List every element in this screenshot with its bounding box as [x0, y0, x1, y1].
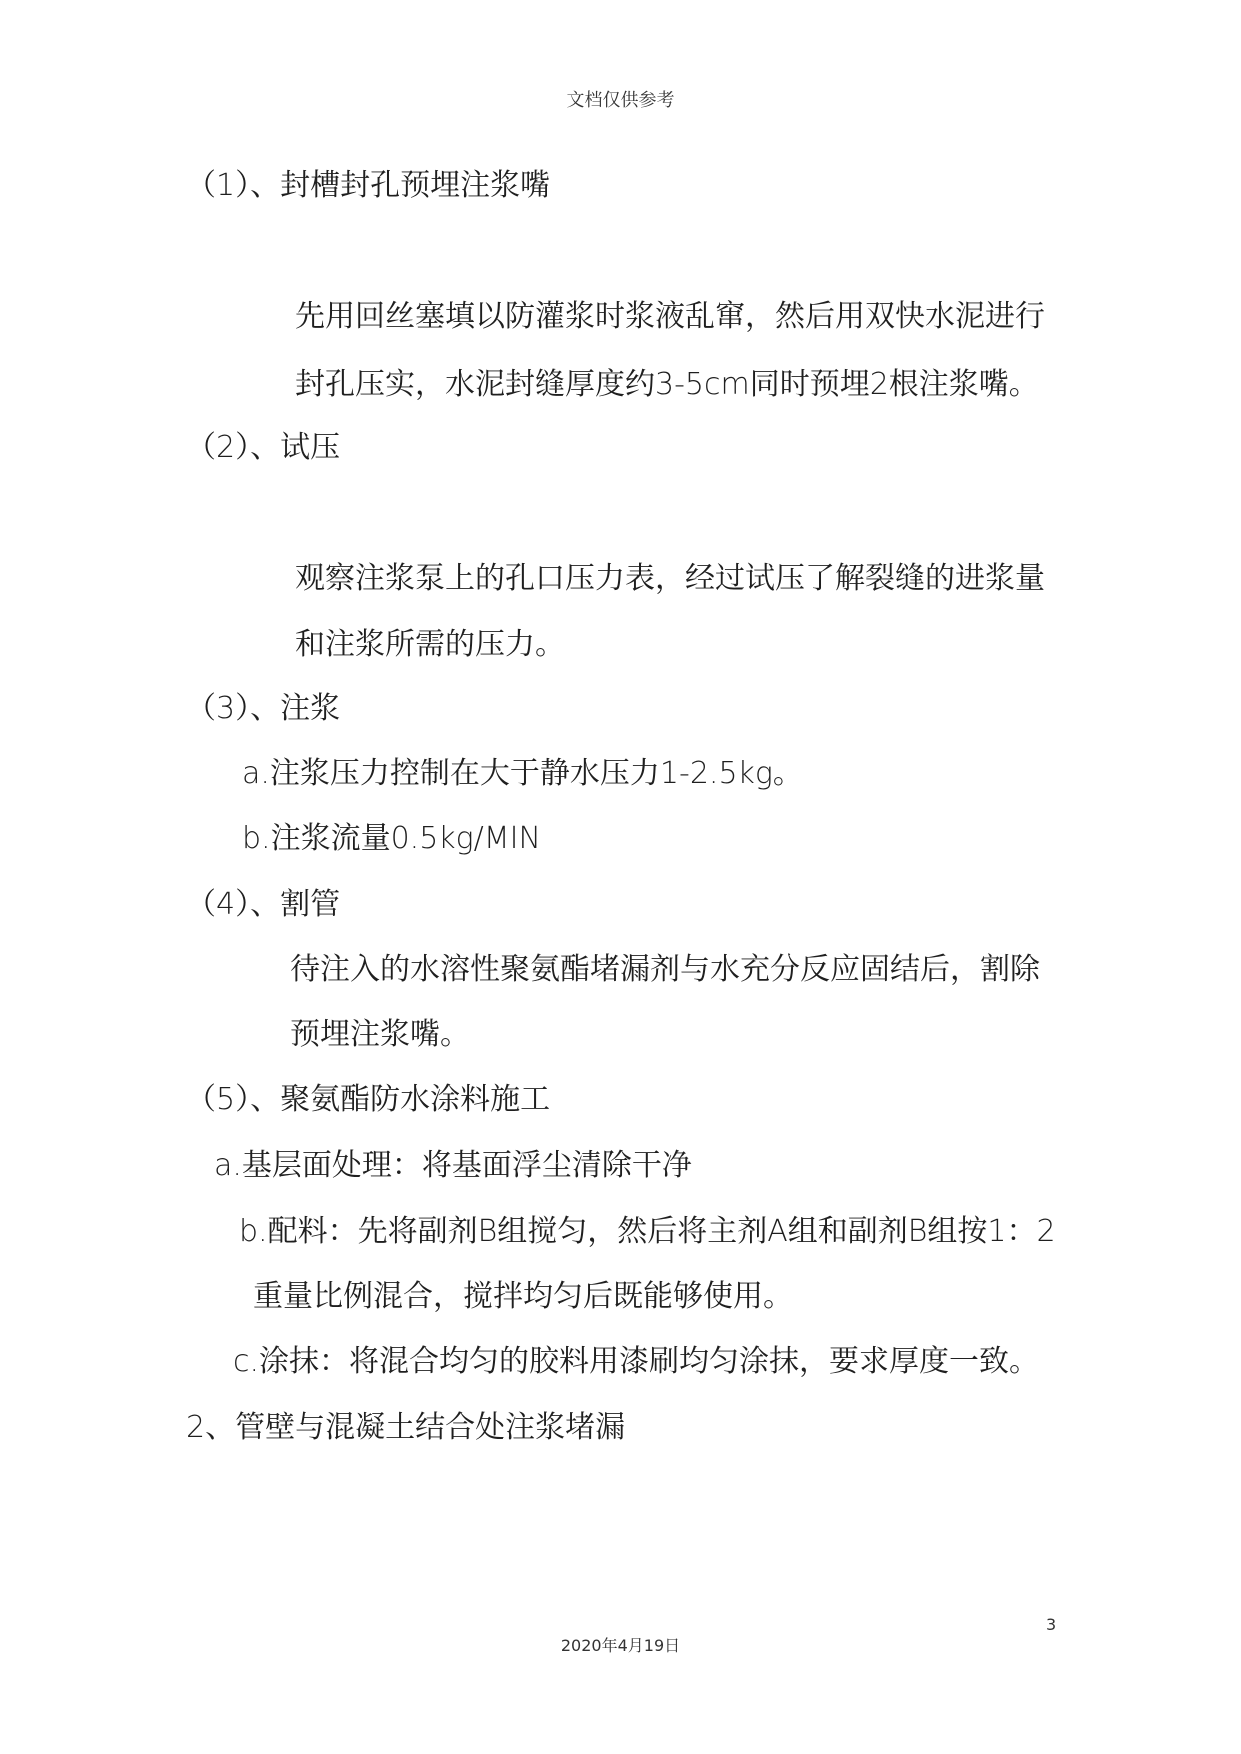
paragraph-line: 封孔压实，水泥封缝厚度约3-5cm同时预埋2根注浆嘴。 — [295, 367, 1039, 402]
section-heading: （3）、注浆 — [186, 691, 341, 726]
list-item-continuation: 重量比例混合，搅拌均匀后既能够使用。 — [253, 1279, 793, 1314]
list-item: b.注浆流量0.5kg/MIN — [242, 821, 541, 856]
paragraph-line: 和注浆所需的压力。 — [295, 627, 565, 662]
footer-date: 2020年4月19日 — [560, 1636, 681, 1655]
list-item: c.涂抹：将混合均匀的胶料用漆刷均匀涂抹，要求厚度一致。 — [233, 1344, 1040, 1379]
section-heading: （1）、封槽封孔预埋注浆嘴 — [186, 168, 551, 203]
page-number: 3 — [1046, 1615, 1057, 1634]
section-heading: （4）、割管 — [186, 887, 341, 922]
paragraph-line: 预埋注浆嘴。 — [290, 1017, 470, 1052]
list-item: a.注浆压力控制在大于静水压力1-2.5kg。 — [242, 756, 803, 791]
paragraph-line: 待注入的水溶性聚氨酯堵漏剂与水充分反应固结后，割除 — [290, 952, 1040, 987]
paragraph-line: 先用回丝塞填以防灌浆时浆液乱窜，然后用双快水泥进行 — [295, 299, 1045, 334]
section-heading: （2）、试压 — [186, 430, 341, 465]
page-header: 文档仅供参考 — [566, 90, 675, 111]
list-item: a.基层面处理：将基面浮尘清除干净 — [214, 1148, 692, 1183]
section-heading: （5）、聚氨酯防水涂料施工 — [186, 1082, 551, 1117]
section-heading: 2、管壁与混凝土结合处注浆堵漏 — [186, 1410, 626, 1445]
paragraph-line: 观察注浆泵上的孔口压力表，经过试压了解裂缝的进浆量 — [295, 561, 1045, 596]
list-item: b.配料：先将副剂B组搅匀，然后将主剂A组和副剂B组按1：2 — [239, 1214, 1056, 1249]
